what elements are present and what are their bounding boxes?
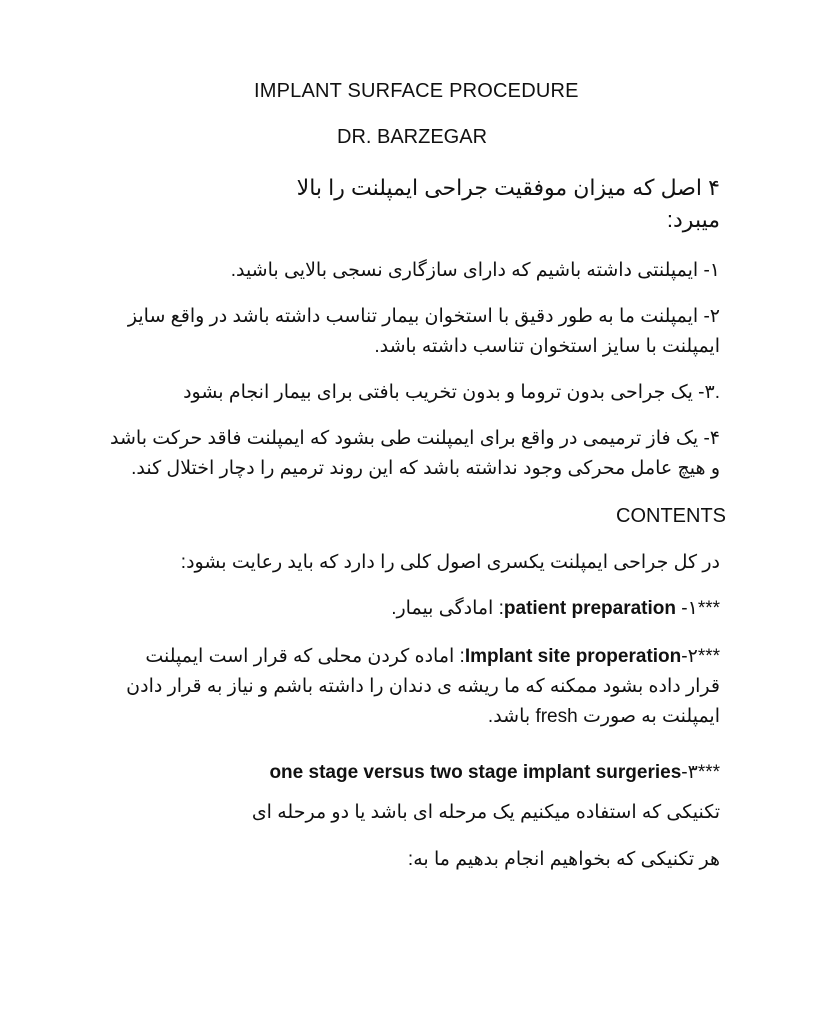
technique-line-1: تکنیکی که استفاده میکنیم یک مرحله ای باشد یا دو مرحله ای bbox=[251, 802, 720, 823]
document-title: IMPLANT SURFACE PROCEDURE bbox=[254, 80, 579, 102]
step-1-english: patient preparation bbox=[503, 598, 676, 619]
step-2-persian: : اماده کردن محلی که قرار است ایمپلنت bbox=[145, 646, 465, 667]
step-2-line-1 bbox=[20, 642, 720, 672]
step-2 bbox=[20, 642, 720, 732]
step-1 bbox=[120, 594, 720, 624]
principle-3 bbox=[80, 378, 720, 408]
intro-line-2: میبرد: bbox=[666, 207, 720, 232]
intro-paragraph bbox=[260, 172, 720, 236]
principle-4-line-1: ۴- یک فاز ترمیمی در واقع برای ایمپلنت طی بشود که ایمپلنت فاقد حرکت باشد bbox=[110, 428, 720, 449]
contents-heading: CONTENTS bbox=[616, 505, 726, 527]
principle-2 bbox=[20, 302, 720, 362]
principle-4 bbox=[10, 424, 720, 484]
author-name: DR. BARZEGAR bbox=[337, 126, 488, 148]
step-1-persian: : امادگی بیمار. bbox=[391, 598, 504, 619]
principle-3-line: .۳- یک جراحی بدون تروما و بدون تخریب بافتی برای بیمار انجام بشود bbox=[183, 382, 720, 403]
principle-1-line: ۱- ایمپلنتی داشته باشیم که دارای سازگاری نسجی بالایی باشید. bbox=[230, 260, 720, 281]
step-2-prefix: ***۲- bbox=[681, 646, 720, 667]
step-3 bbox=[100, 758, 720, 788]
step-2-line-2: قرار داده بشود ممکنه که ما ریشه ی دندان را داشته باشم و نیاز به قرار دادن bbox=[126, 676, 720, 697]
principle-4-line-2: و هیچ عامل محرکی وجود نداشته باشد که این روند ترمیم را دچار اختلال کند. bbox=[131, 458, 720, 479]
step-1-prefix: ***۱- bbox=[675, 598, 720, 619]
step-3-prefix: ***۳- bbox=[681, 762, 720, 783]
principle-2-line-1: ۲- ایمپلنت ما به طور دقیق با استخوان بیمار تناسب داشته باشد در واقع سایز bbox=[127, 306, 720, 327]
technique-line-2: هر تکنیکی که بخواهیم انجام بدهیم ما به: bbox=[407, 849, 720, 870]
principle-2-line-2: ایمپلنت با سایز استخوان تناسب داشته باشد. bbox=[374, 336, 720, 357]
step-3-english: one stage versus two stage implant surgeries bbox=[269, 762, 682, 783]
general-principles-text: در کل جراحی ایمپلنت یکسری اصول کلی را دارد که باید رعایت بشود: bbox=[180, 552, 720, 573]
intro-line-1: ۴ اصل که میزان موفقیت جراحی ایمپلنت را بالا bbox=[296, 175, 720, 200]
step-2-english: Implant site properation bbox=[464, 646, 682, 667]
principle-1 bbox=[120, 256, 720, 286]
step-2-line-3: ایمپلنت به صورت fresh باشد. bbox=[487, 706, 720, 727]
